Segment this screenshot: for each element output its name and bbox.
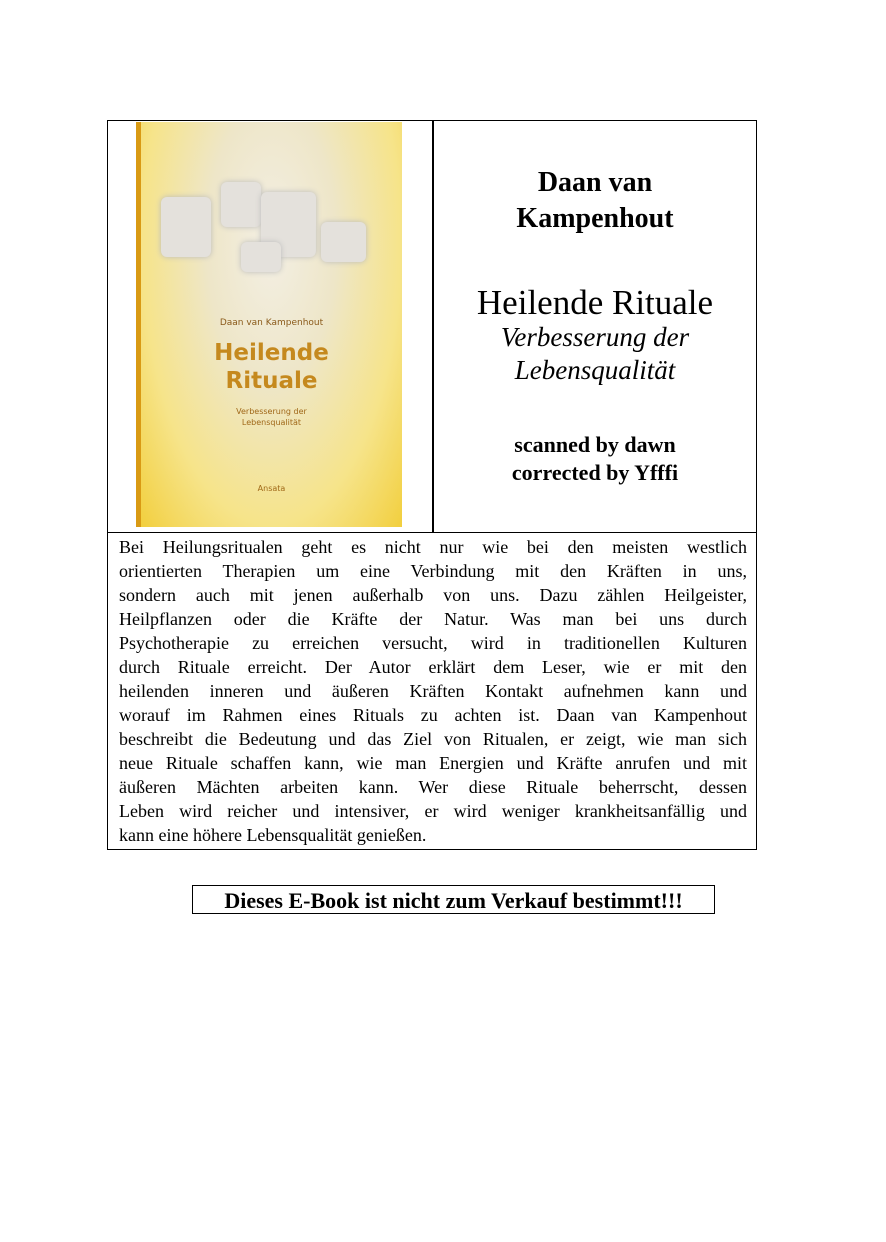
subtitle-line-1: Verbesserung der bbox=[500, 322, 690, 352]
description-line: Heilpflanzen oder die Kräfte der Natur. Was man bei uns durch bbox=[119, 609, 747, 629]
description-line: durch Rituale erreicht. Der Autor erklärt dem Leser, wie er mit den bbox=[119, 657, 747, 677]
credits bbox=[434, 431, 756, 487]
book-description bbox=[119, 535, 747, 847]
description-line: kann eine höhere Lebensqualität genießen. bbox=[119, 825, 427, 845]
description-line: worauf im Rahmen eines Rituals zu achten ist. Daan van Kampenhout bbox=[119, 705, 747, 725]
subtitle-line-2: Lebensqualität bbox=[514, 355, 676, 385]
author-line-1: Daan van bbox=[537, 167, 653, 198]
description-line: Bei Heilungsritualen geht es nicht nur wie bei den meisten westlich bbox=[119, 537, 747, 557]
book-title: Heilende Rituale bbox=[476, 283, 714, 322]
cover-title-2: Rituale bbox=[225, 368, 318, 394]
description-line: Leben wird reicher und intensiver, er wird weniger krankheitsanfällig und bbox=[119, 801, 747, 821]
scan-credit: scanned by dawn bbox=[514, 432, 676, 457]
header-row bbox=[108, 121, 756, 533]
title-block bbox=[434, 121, 756, 532]
description-line: orientierten Therapien um eine Verbindung mit den Kräften in uns, bbox=[119, 561, 747, 581]
not-for-sale-notice: Dieses E-Book ist nicht zum Verkauf bestimmt!!! bbox=[192, 885, 715, 914]
book-subtitle bbox=[434, 321, 756, 387]
author-name bbox=[434, 165, 756, 237]
description-line: sondern auch mit jenen außerhalb von uns. Dazu zählen Heilgeister, bbox=[119, 585, 747, 605]
cover-subtitle-2: Lebensqualität bbox=[241, 418, 302, 427]
cover-subtitle-1: Verbesserung der bbox=[236, 407, 307, 416]
description-line: beschreibt die Bedeutung und das Ziel von Ritualen, er zeigt, wie man sich bbox=[119, 729, 747, 749]
description-line: heilenden inneren und äußeren Kräften Kontakt aufnehmen kann und bbox=[119, 681, 747, 701]
cover-title-1: Heilende bbox=[214, 340, 329, 366]
description-line: Psychotherapie zu erreichen versucht, wird in traditionellen Kulturen bbox=[119, 633, 747, 653]
description-line: neue Rituale schaffen kann, wie man Energien und Kräfte anrufen und mit bbox=[119, 753, 747, 773]
cover-publisher-logo: Ansata bbox=[257, 484, 286, 493]
description-line: äußeren Mächten arbeiten kann. Wer diese Rituale beherrscht, dessen bbox=[119, 777, 747, 797]
correction-credit: corrected by Yfffi bbox=[511, 460, 679, 485]
book-cover-image bbox=[136, 122, 402, 527]
author-line-2: Kampenhout bbox=[516, 203, 674, 234]
cover-author: Daan van Kampenhout bbox=[219, 318, 324, 328]
book-info-table bbox=[107, 120, 757, 850]
